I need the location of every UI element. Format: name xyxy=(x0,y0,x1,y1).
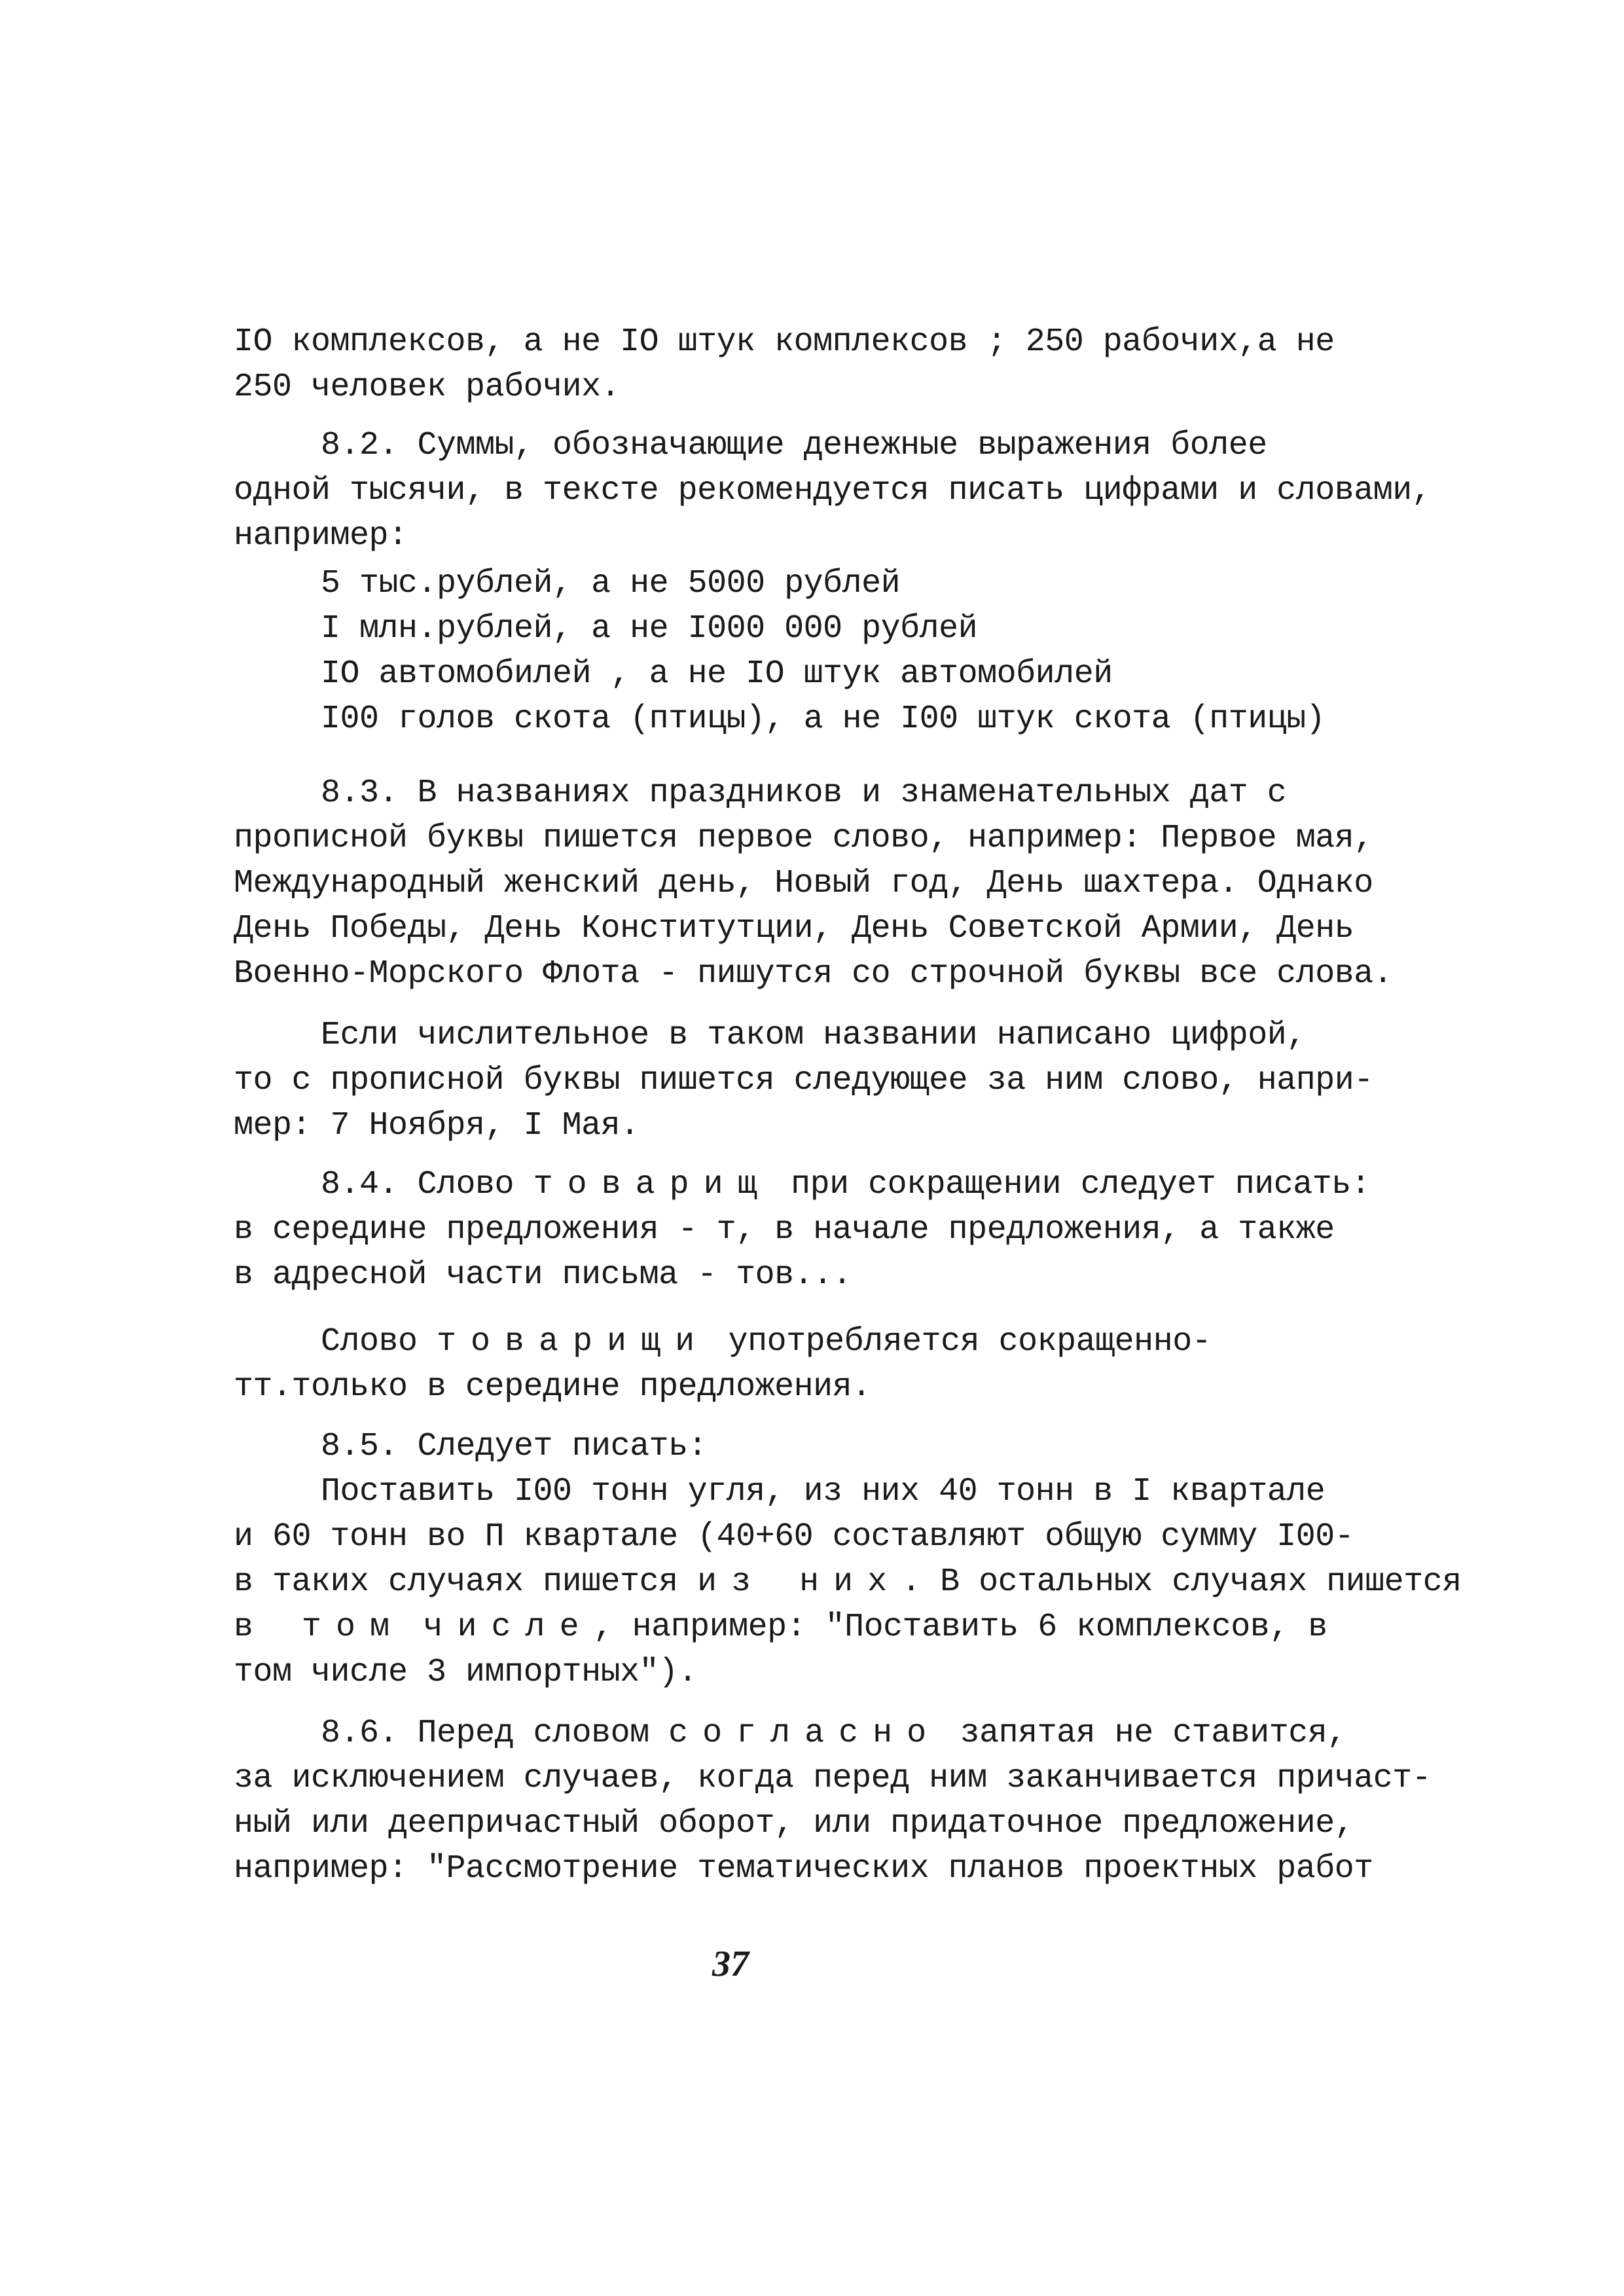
text-run: запятая не ставится, xyxy=(941,1715,1346,1752)
text-line: в середине предложения - т, в начале предложения, а также xyxy=(234,1211,1335,1248)
text-line: Международный женский день, Новый год, День шахтера. Однако xyxy=(234,865,1373,902)
text-line: прописной буквы пишется первое слово, например: Первое мая, xyxy=(234,820,1373,857)
text-line: 250 человек рабочих. xyxy=(234,369,621,406)
text-run: 8.4. Слово xyxy=(321,1166,533,1203)
text-line: одной тысячи, в тексте рекомендуется писать цифрами и словами, xyxy=(234,472,1432,509)
example-line: I00 голов скота (птицы), а не I00 штук скота (птицы) xyxy=(321,701,1326,738)
text-line: мер: 7 Ноября, I Мая. xyxy=(234,1107,640,1144)
section-8-3-heading: 8.3. В названиях праздников и знаменательных дат с xyxy=(321,774,1287,812)
spaced-word: товарищ xyxy=(533,1166,772,1203)
text-line: День Победы, День Конститутции, День Советской Армии, День xyxy=(234,910,1354,947)
text-run: . В остальных случаях пишется xyxy=(901,1563,1462,1601)
text-line: том числе 3 импортных"). xyxy=(234,1654,698,1691)
spaced-word: согласно xyxy=(668,1715,941,1752)
spaced-word: числе xyxy=(423,1609,594,1646)
section-8-6-heading xyxy=(321,1714,1346,1753)
text-run: в таких случаях пишется xyxy=(234,1563,698,1601)
text-line: ный или деепричастный оборот, или придаточное предложение, xyxy=(234,1805,1354,1842)
text-line: и 60 тонн во П квартале (40+60 составляют общую сумму I00- xyxy=(234,1518,1354,1556)
section-8-4-heading xyxy=(321,1165,1370,1205)
text-run: 8.6. Перед словом xyxy=(321,1715,669,1752)
text-run: употребляется сокращенно- xyxy=(709,1323,1212,1360)
text-line: IO комплексов, а не IO штук комплексов ; 250 рабочих,а не xyxy=(234,323,1335,361)
spaced-word: в том xyxy=(234,1609,405,1646)
text-run: при сокращении следует писать: xyxy=(771,1166,1371,1203)
text-run: Слово xyxy=(321,1323,437,1360)
text-run xyxy=(404,1609,424,1646)
text-line: тт.только в середине предложения. xyxy=(234,1368,871,1406)
page-number: 37 xyxy=(712,1944,749,1984)
text-line: Если числительное в таком названии написано цифрой, xyxy=(321,1017,1306,1054)
spaced-word: товарищи xyxy=(437,1323,710,1360)
spaced-word: из них xyxy=(697,1563,902,1601)
example-line: I млн.рублей, а не I000 000 рублей xyxy=(321,610,978,647)
text-line: в адресной части письма - тов... xyxy=(234,1256,852,1294)
section-8-2-heading: 8.2. Суммы, обозначающие денежные выражения более xyxy=(321,427,1267,464)
section-8-5-heading: 8.5. Следует писать: xyxy=(321,1428,708,1465)
text-line xyxy=(234,1563,1462,1602)
text-line: например: xyxy=(234,517,408,555)
text-line xyxy=(234,1608,1327,1647)
text-run: , например: "Поставить 6 комплексов, в xyxy=(593,1609,1327,1646)
text-line: например: "Рассмотрение тематических планов проектных работ xyxy=(234,1850,1373,1887)
example-line: IO автомобилей , а не IO штук автомобилей xyxy=(321,655,1113,693)
example-line: 5 тыс.рублей, а не 5000 рублей xyxy=(321,565,901,602)
text-line: Военно-Морского Флота - пишутся со строчной буквы все слова. xyxy=(234,955,1393,993)
text-line xyxy=(321,1322,1211,1362)
text-line: то с прописной буквы пишется следующее за ним слово, напри- xyxy=(234,1062,1373,1099)
text-line: за исключением случаев, когда перед ним заканчивается причаст- xyxy=(234,1760,1432,1797)
text-line: Поставить I00 тонн угля, из них 40 тонн в I квартале xyxy=(321,1473,1326,1510)
